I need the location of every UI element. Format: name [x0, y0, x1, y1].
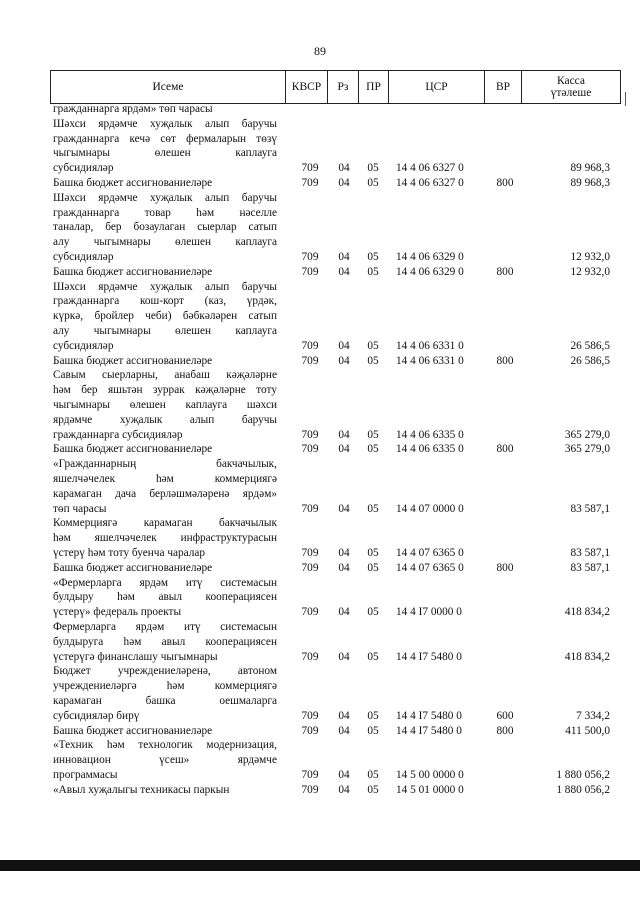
table-row — [0, 442, 640, 457]
row-name-line: карамаган башка оешмаларга — [53, 694, 277, 707]
cell-csr: 14 4 06 6329 0 — [396, 251, 464, 263]
row-name — [53, 783, 277, 798]
cell-sum: 89 968,3 — [570, 177, 610, 189]
page-number: 89 — [314, 44, 326, 58]
row-name-line: Савым сыерларны, анабаш кәҗәләрне — [53, 369, 277, 382]
cell-csr: 14 4 06 6331 0 — [396, 339, 464, 352]
cell-kvsr: 709 — [301, 162, 319, 175]
cell-rz: 04 — [338, 177, 350, 189]
cell-csr: 14 4 06 6335 0 — [396, 428, 464, 441]
row-name-line: «Гражданнарның бакчачылык, — [53, 458, 277, 471]
row-name-line: яшелчәчелек һәм коммерциягә — [53, 472, 277, 485]
cell-csr: 14 4 06 6327 0 — [396, 162, 464, 175]
cell-csr: 14 4 06 6327 0 — [396, 177, 464, 189]
row-name-line: Башка бюджет ассигнованиеләре — [53, 177, 213, 189]
cell-rz: 04 — [338, 561, 350, 574]
cell-rz: 04 — [338, 428, 350, 441]
bottom-scan-bar — [0, 860, 640, 871]
cell-sum: 89 968,3 — [570, 162, 610, 175]
cell-pr: 05 — [367, 724, 379, 737]
cell-sum: 83 587,1 — [570, 561, 610, 574]
row-name-line: субсидияләр — [53, 339, 114, 352]
table-row — [0, 354, 640, 369]
cell-pr: 05 — [367, 428, 379, 441]
cell-sum: 418 834,2 — [564, 650, 610, 663]
row-name-line: Шәхси ярдәмче хуҗалык алып баручы — [53, 280, 277, 293]
cell-rz: 04 — [338, 650, 350, 663]
row-name-line: гражданнарга субсидияләр — [53, 428, 183, 441]
cell-rz: 04 — [338, 783, 350, 796]
cell-kvsr: 709 — [301, 650, 319, 663]
table-row — [0, 664, 640, 723]
cell-csr: 14 4 06 6331 0 — [396, 354, 464, 367]
row-name — [53, 280, 277, 354]
row-name-line: Башка бюджет ассигнованиеләре — [53, 354, 213, 367]
cell-pr: 05 — [367, 443, 379, 456]
cell-sum: 26 586,5 — [570, 339, 610, 352]
header-rz: Рз — [328, 71, 359, 103]
cell-sum: 83 587,1 — [570, 502, 610, 515]
cell-sum: 418 834,2 — [564, 606, 610, 619]
cell-sum: 12 932,0 — [570, 251, 610, 263]
row-name-line: ярдәмче хуҗалык алып баручы — [53, 413, 277, 426]
cell-sum: 1 880 056,2 — [556, 783, 610, 796]
row-name — [53, 354, 277, 369]
cell-pr: 05 — [367, 606, 379, 619]
cell-vr: 800 — [496, 443, 514, 456]
row-name-line: Башка бюджет ассигнованиеләре — [53, 724, 213, 737]
row-name-line: үстерүгә финанслашу чыгымнары — [53, 650, 218, 663]
cell-pr: 05 — [367, 162, 379, 175]
cell-kvsr: 709 — [301, 783, 319, 796]
row-name-line: үстерү» федераль проекты — [53, 606, 182, 619]
table-row — [0, 280, 640, 354]
cell-pr: 05 — [367, 354, 379, 367]
cell-kvsr: 709 — [301, 709, 319, 722]
row-name-line: субсидияләр — [53, 250, 114, 263]
table-row — [0, 102, 640, 117]
table-row — [0, 265, 640, 280]
cell-rz: 04 — [338, 724, 350, 737]
cell-rz: 04 — [338, 265, 350, 278]
row-name — [53, 664, 277, 723]
cell-kvsr: 709 — [301, 561, 319, 574]
row-name-line: карамаган дача берләшмәләренә ярдәм» — [53, 487, 277, 500]
cell-csr: 14 4 I7 5480 0 — [396, 724, 462, 737]
cell-csr: 14 5 01 0000 0 — [396, 783, 464, 796]
cell-csr: 14 4 06 6335 0 — [396, 443, 464, 456]
row-name-line: гражданнарга товар һәм нәселле — [53, 206, 277, 219]
cell-kvsr: 709 — [301, 546, 319, 559]
row-name-line: гражданнарга кош-корт (каз, үрдәк, — [53, 295, 277, 308]
cell-pr: 05 — [367, 546, 379, 559]
header-pr: ПР — [359, 71, 389, 103]
header-kassa-line1: Касса — [556, 75, 586, 87]
row-name-line: чыгымнары өлешен каплауга шәхси — [53, 398, 277, 411]
cell-kvsr: 709 — [301, 339, 319, 352]
row-name — [53, 368, 277, 442]
cell-vr: 800 — [496, 354, 514, 367]
cell-pr: 05 — [367, 650, 379, 663]
cell-kvsr: 709 — [301, 443, 319, 456]
cell-vr: 800 — [496, 561, 514, 574]
cell-pr: 05 — [367, 251, 379, 263]
row-name-line: инновацион үсеш» ярдәмче — [53, 754, 277, 767]
cell-rz: 04 — [338, 606, 350, 619]
cell-sum: 411 500,0 — [565, 724, 610, 737]
cell-csr: 14 4 07 6365 0 — [396, 546, 464, 559]
table-row — [0, 457, 640, 516]
cell-pr: 05 — [367, 177, 379, 189]
header-kvsr: КВСР — [286, 71, 328, 103]
cell-kvsr: 709 — [301, 354, 319, 367]
header-vr: ВР — [485, 71, 522, 103]
cell-csr: 14 5 00 0000 0 — [396, 768, 464, 781]
row-name-line: программасы — [53, 768, 118, 781]
header-csr: ЦСР — [389, 71, 485, 103]
cell-kvsr: 709 — [301, 502, 319, 515]
cell-csr: 14 4 I7 0000 0 — [396, 606, 462, 619]
row-name — [53, 457, 277, 516]
table-row — [0, 117, 640, 176]
row-name-line: Бюджет учреждениеләренә, автоном — [53, 665, 277, 678]
table-row — [0, 191, 640, 265]
cell-sum: 83 587,1 — [570, 546, 610, 559]
row-name-line: алу чыгымнары өлешен каплауга — [53, 324, 277, 337]
row-name-line: Фермерларга ярдәм итү системасын — [53, 621, 277, 633]
row-name-line: үстерү һәм тоту буенча чаралар — [53, 546, 206, 559]
table-header — [50, 70, 621, 104]
table-row — [0, 368, 640, 442]
cell-kvsr: 709 — [301, 428, 319, 441]
row-name-line: гражданнарга кечә сөт фермаларын төзү — [53, 132, 277, 145]
row-name-line: «Техник һәм технологик модернизация, — [53, 739, 277, 752]
header-name: Исеме — [51, 71, 286, 103]
row-name-line: «Фермерларга ярдәм итү системасын — [53, 576, 277, 589]
row-name-line: алу чыгымнары өлешен каплауга — [53, 236, 277, 249]
row-name-line: төп чарасы — [53, 502, 107, 515]
row-name-line: күркә, бройлер чеби) бәбкәләрен сатып — [53, 310, 277, 323]
table-row — [0, 576, 640, 620]
cell-rz: 04 — [338, 162, 350, 175]
cell-pr: 05 — [367, 502, 379, 515]
row-name — [53, 265, 277, 280]
cell-vr: 800 — [496, 177, 514, 189]
row-name-line: чыгымнары өлешен каплауга — [53, 147, 277, 160]
row-name-line: Башка бюджет ассигнованиеләре — [53, 561, 213, 574]
row-name — [53, 738, 277, 782]
row-name-line: учреждениеләргә һәм коммерциягә — [53, 680, 277, 693]
cell-pr: 05 — [367, 783, 379, 796]
row-name — [53, 191, 277, 265]
cell-csr: 14 4 I7 5480 0 — [396, 650, 462, 663]
cell-pr: 05 — [367, 265, 379, 278]
row-name — [53, 176, 277, 191]
cell-csr: 14 4 07 0000 0 — [396, 502, 464, 515]
cell-csr: 14 4 07 6365 0 — [396, 561, 464, 574]
row-name-line: һәм яшелчәчелек инфраструктурасын — [53, 532, 277, 545]
cell-vr: 800 — [496, 265, 514, 278]
row-name-line: булдыруга һәм авыл кооперациясен — [53, 635, 277, 648]
row-name-line: субсидияләр бирү — [53, 709, 140, 722]
row-name — [53, 724, 277, 739]
row-name-line: Башка бюджет ассигнованиеләре — [53, 443, 213, 456]
cell-csr: 14 4 I7 5480 0 — [396, 709, 462, 722]
table-row — [0, 176, 640, 191]
row-name-line: субсидияләр — [53, 162, 114, 175]
cell-rz: 04 — [338, 443, 350, 456]
row-name-line: гражданнарга ярдәм» төп чарасы — [53, 103, 213, 115]
cell-sum: 365 279,0 — [564, 428, 610, 441]
table-row — [0, 516, 640, 560]
cell-sum: 1 880 056,2 — [556, 768, 610, 781]
header-kassa — [522, 71, 621, 103]
cell-kvsr: 709 — [301, 177, 319, 189]
table-row — [0, 561, 640, 576]
cell-sum: 12 932,0 — [570, 265, 610, 278]
cell-vr: 800 — [496, 724, 514, 737]
cell-pr: 05 — [367, 709, 379, 722]
row-name-line: һәм бер яшьтән зуррак кәҗәләрне тоту — [53, 384, 277, 397]
table-row — [0, 783, 640, 798]
row-name — [53, 117, 277, 176]
cell-rz: 04 — [338, 709, 350, 722]
row-name — [53, 561, 277, 576]
row-name-line: Коммерциягә карамаган бакчачылык — [53, 517, 277, 530]
row-name — [53, 620, 277, 664]
row-name-line: булдыру һәм авыл кооперациясен — [53, 591, 277, 604]
header-kassa-line2: үтәлеше — [550, 87, 592, 99]
cell-pr: 05 — [367, 768, 379, 781]
cell-kvsr: 709 — [301, 265, 319, 278]
cell-kvsr: 709 — [301, 768, 319, 781]
table-row — [0, 738, 640, 782]
cell-vr: 600 — [496, 709, 514, 722]
cell-sum: 7 334,2 — [576, 709, 610, 722]
row-name-line: Шәхси ярдәмче хуҗалык алып баручы — [53, 191, 277, 204]
cell-pr: 05 — [367, 561, 379, 574]
row-name — [53, 516, 277, 560]
row-name-line: «Авыл хуҗалыгы техникасы паркын — [53, 783, 230, 796]
cell-rz: 04 — [338, 251, 350, 263]
cell-rz: 04 — [338, 546, 350, 559]
cell-rz: 04 — [338, 354, 350, 367]
row-name — [53, 576, 277, 620]
row-name — [53, 102, 277, 117]
table-row — [0, 724, 640, 739]
row-name — [53, 442, 277, 457]
cell-rz: 04 — [338, 502, 350, 515]
cell-kvsr: 709 — [301, 251, 319, 263]
row-name-line: Шәхси ярдәмче хуҗалык алып баручы — [53, 117, 277, 130]
cell-kvsr: 709 — [301, 606, 319, 619]
cell-sum: 26 586,5 — [570, 354, 610, 367]
cell-pr: 05 — [367, 339, 379, 352]
row-name-line: Башка бюджет ассигнованиеләре — [53, 265, 213, 278]
row-name-line: таналар, бер бозаулаган сыерлар сатып — [53, 221, 277, 234]
cell-rz: 04 — [338, 768, 350, 781]
table-row — [0, 620, 640, 664]
cell-sum: 365 279,0 — [564, 443, 610, 456]
cell-kvsr: 709 — [301, 724, 319, 737]
cell-rz: 04 — [338, 339, 350, 352]
cell-csr: 14 4 06 6329 0 — [396, 265, 464, 278]
